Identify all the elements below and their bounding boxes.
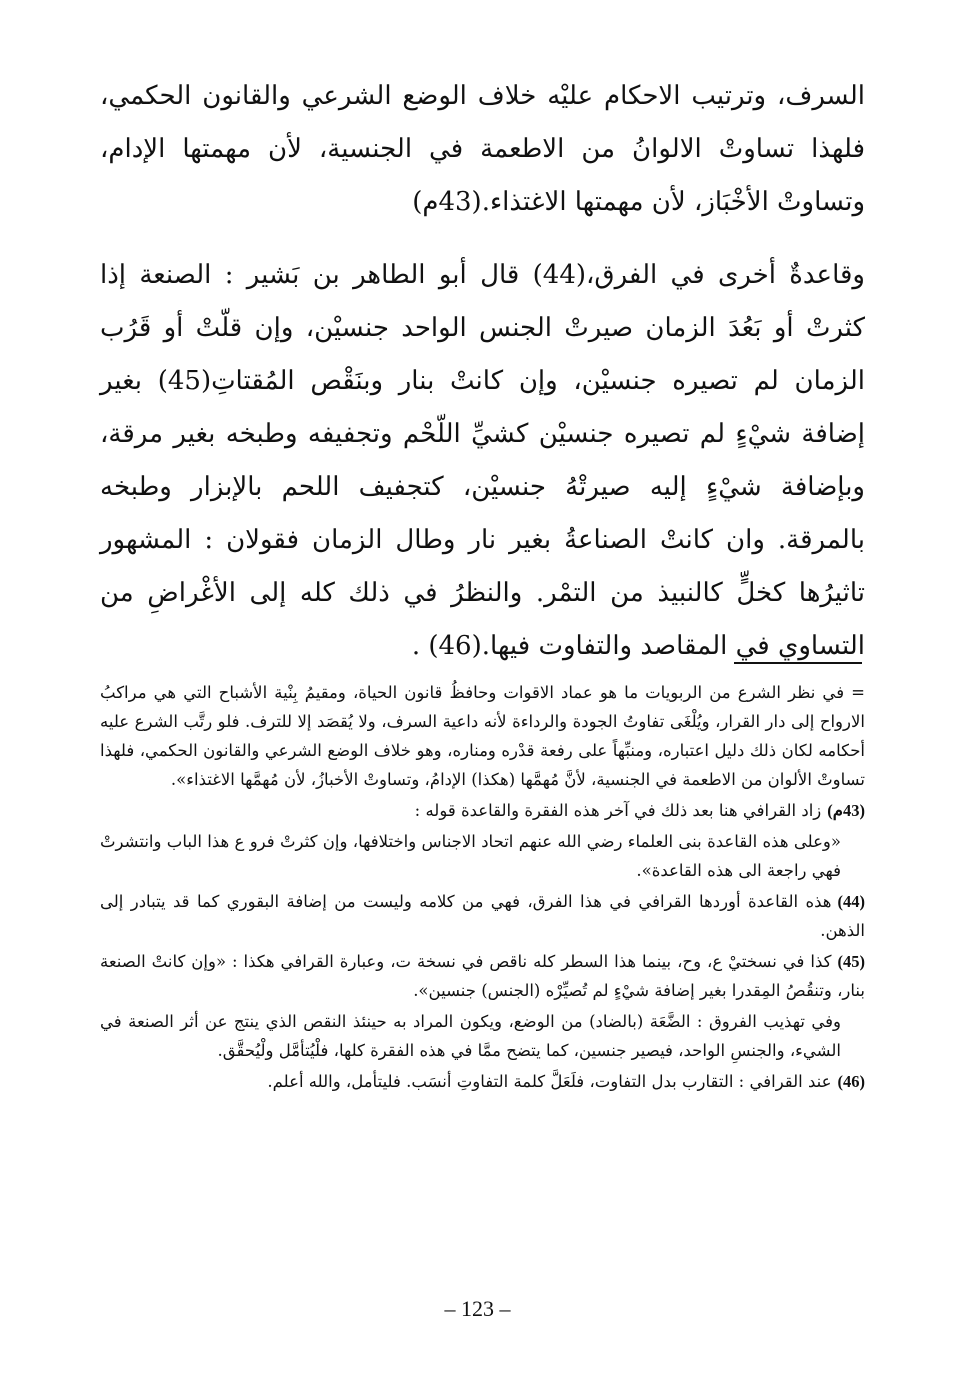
footnote-text: زاد القرافي هنا بعد ذلك في آخر هذه الفقرة والقاعدة قوله : [414,801,822,820]
footnote-43m-quote: «وعلى هذه القاعدة بنى العلماء رضي الله عنهم اتحاد الاجناس واختلافها، وإن كثرتْ فرو ع هذا الباب وانتشرتْ فهي راجعة الى هذه القاعدة». [100,832,841,880]
footnote-separator [734,662,862,664]
footnote-number: (45) [837,952,865,971]
footnote-text: هذه القاعدة أوردها القرافي في هذا الفرق، فهي من كلامه وليست من إضافة البقوري كما قد يتبادر إلى الذهن. [100,892,865,940]
footnote-44 [100,887,865,945]
footnote-text: عند القرافي : التقارب بدل التفاوت، فلَعَلَّ كلمة التفاوتِ أنسَب. فليتأمل، والله أعلم. [267,1072,832,1091]
footnote-45 [100,947,865,1005]
footnote-43m [100,796,865,825]
footnote-number: (43م) [827,801,865,820]
footnotes [100,678,865,1098]
footnote-45-continuation: وفي تهذيب الفروق : الضَّعَة (بالضاد) من الوضع، ويكون المراد به حينئذ النقص الذي ينتج عن أثر الصنعة في الشيء، والجنسِ الواحد، فيصير جنسين، كما يتضح ممَّا في هذه الفقرة كلها، فلْيُتأمَّل ولْيُحقَّق. [100,1012,841,1060]
footnote-number: (44) [837,892,865,911]
paragraph-continuation: السرف، وترتيب الاحكام عليْه خلاف الوضع الشرعي والقانون الحكمي، فلهذا تساوتْ الالوانُ من الاطعمة في الجنسية، لأن مهمتها الإدام، وتساوتْ الأخْبَاز، لأن مهمتها الاغتذاء.(43م) [100,81,865,217]
footnote-46 [100,1067,865,1096]
footnote-number: (46) [837,1072,865,1091]
paragraph-rule: وقاعدةٌ أخرى في الفرق،(44) قال أبو الطاهر بن بَشير : الصنعة إذا كثرتْ أو بَعُدَ الزمان صيرتْ الجنس الواحد جنسيْن، وإن قلّتْ أو قَرُب الزمان لم تصيره جنسيْن، وإن كانتْ بنار وبنَقْص المُقتاتِ(45) بغير إضافة شيْءٍ لم تصيره جنسيْن كشيِّ اللّحْم وتجفيفه وطبخه بغير مرقة، وبإضافة شيْءٍ إليه صيرتْهُ جنسيْن، كتجفيف اللحم بالإبزار وطبخه بالمرقة. وان كانتْ الصناعةُ بغير نار وطال الزمان فقولان : المشهور تاثيرُها كخلٍّ كالنبيذ من التمْر. والنظرُ في ذلك كله إلى الأغْراضِ من التساوي في المقاصد والتفاوت فيها.(46) . [100,260,865,661]
footnote-text: كذا في نسختيْ ع، وح، بينما هذا السطر كله ناقص في نسخة ت، وعبارة القرافي هكذا : «وإن كانتْ الصنعة بنار، وتنقُصُ المِقدرا بغير إضافة شيْءٍ لم تُصيِّرْه (الجنس) جنسين». [100,952,865,1000]
footnote-continued: = في نظر الشرع من الربويات ما هو عماد الاقوات وحافظُ قانون الحياة، ومقيمُ بِنْية الأشباح التي هي مراكبُ الارواح إلى دار القرار، ويُلْغَى تفاوتُ الجودة والرداءة لأنه داعية السرف، ولا يُقصَد إلا للترف. فلو رتَّب الشرع عليه أحكامه لكان ذلك دليل اعتباره، ومنبِّهاً على رفعة قدْره ومناره، وهو خلاف الوضع الشرعي والقانون الحكمي، فلهذا تساوتْ الألوان من الاطعمة في الجنسية، لأنَّ مُهمَّها (هكذا) الإدامُ، وتساوتْ الأخبازُ، لأن مُهمَّها الاغتذاء». [100,683,865,789]
page-number: – 123 – [444,1296,511,1321]
main-text [100,70,865,673]
